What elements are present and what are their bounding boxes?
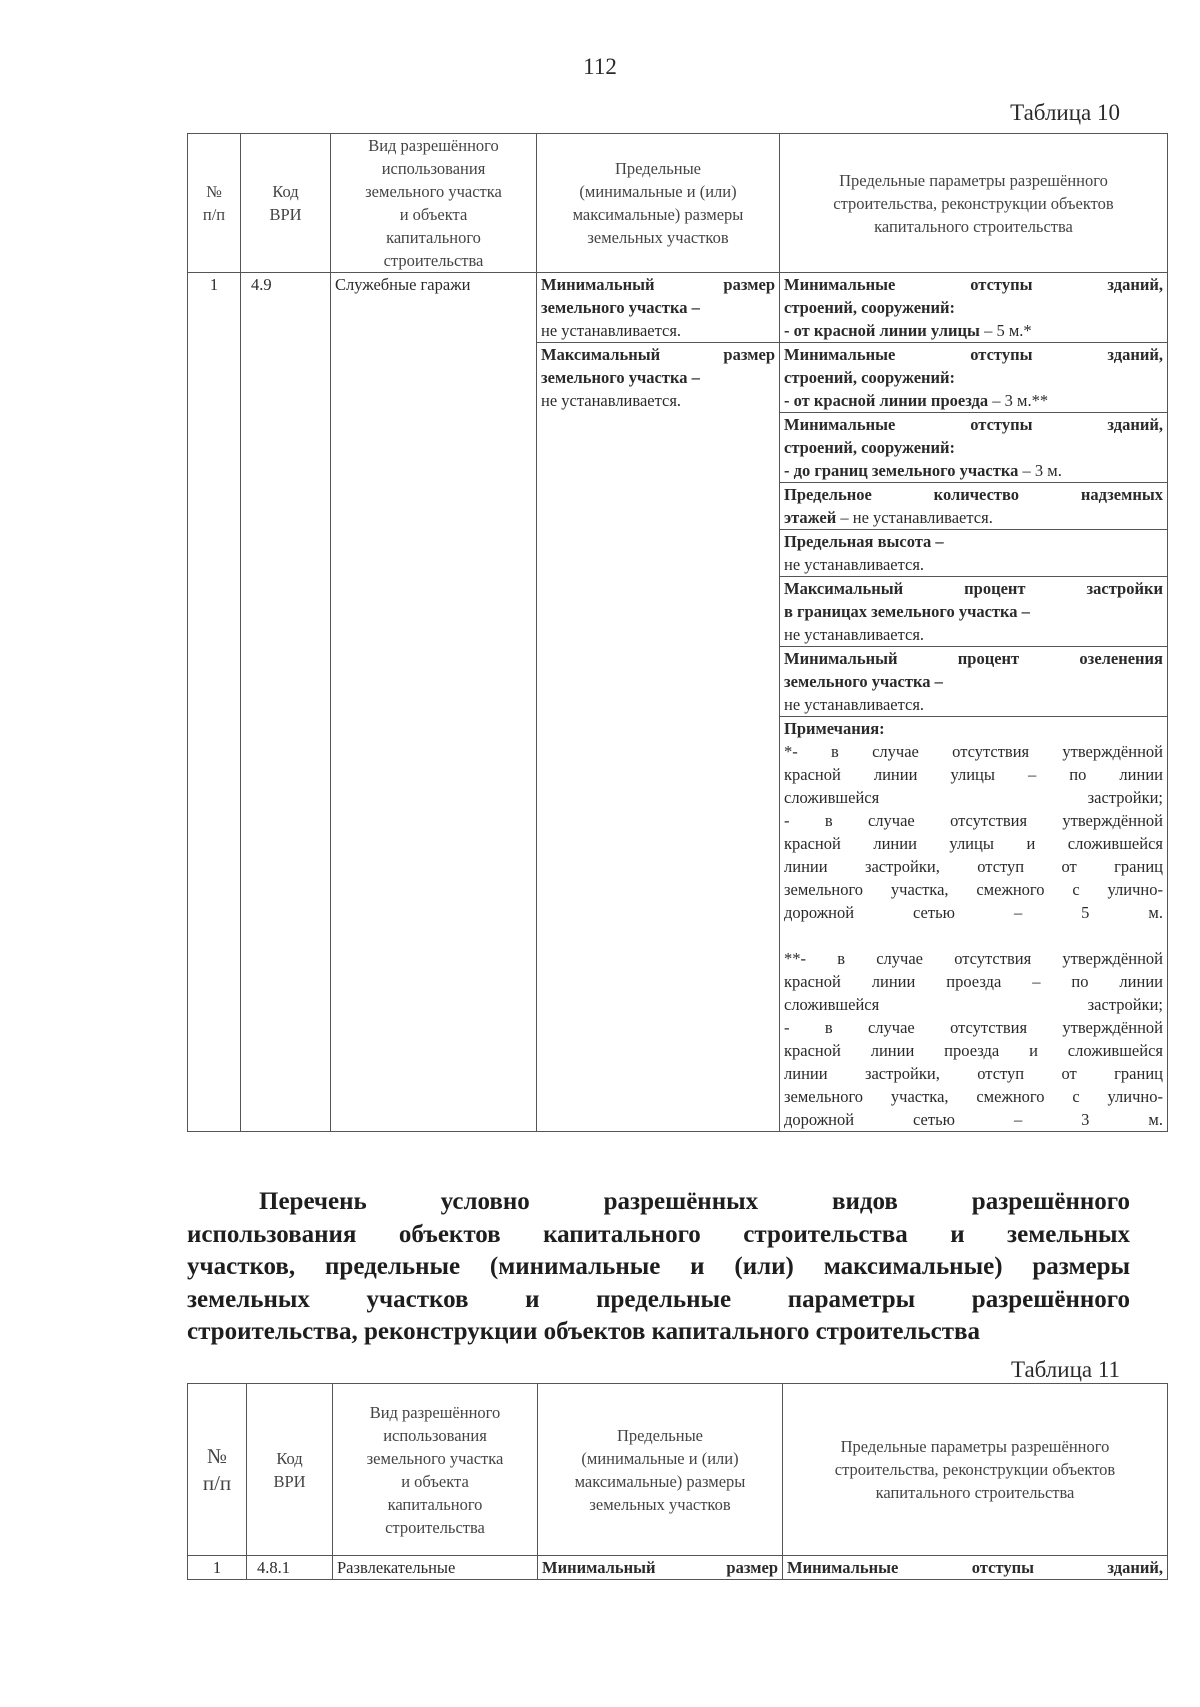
table-11-data-row bbox=[188, 1556, 1168, 1580]
param-greenery: Минимальный процент озеленения земельного участка – не устанавливается. bbox=[780, 647, 1168, 717]
section-heading: Перечень условно разрешённых видов разрешённого использования объектов капитального строительства и земельных участков, предельные (минимальные и (или) максимальные) размеры земельных участков и предельные параметры разрешённого строительства, реконструкции объектов капитального строительства bbox=[187, 1188, 1130, 1345]
row-kind: Служебные гаражи bbox=[331, 273, 537, 1132]
param-setback-driveway: Минимальные отступы зданий, строений, сооружений: - от красной линии проезда – 3 м.** bbox=[780, 343, 1168, 413]
row-code: 4.8.1 bbox=[247, 1556, 333, 1580]
header-sizes: Предельные (минимальные и (или) максимальные) размеры земельных участков bbox=[537, 134, 780, 273]
table-10-header-row bbox=[188, 134, 1168, 273]
table-11-caption: Таблица 11 bbox=[1010, 1357, 1120, 1382]
header-params: Предельные параметры разрешённого строительства, реконструкции объектов капитального строительства bbox=[780, 134, 1168, 273]
row-num: 1 bbox=[188, 1556, 247, 1580]
header-code: Код ВРИ bbox=[241, 134, 331, 273]
row-kind: Развлекательные bbox=[333, 1556, 538, 1580]
header-params: Предельные параметры разрешённого строительства, реконструкции объектов капитального строительства bbox=[783, 1384, 1168, 1556]
size-max: Максимальный размер земельного участка – не устанавливается. bbox=[537, 343, 780, 1132]
header-sizes: Предельные (минимальные и (или) максимальные) размеры земельных участков bbox=[538, 1384, 783, 1556]
table-10-data-row bbox=[188, 273, 1168, 343]
param-setback-street: Минимальные отступы зданий, строений, сооружений: - от красной линии улицы – 5 м.* bbox=[780, 273, 1168, 343]
size-min: Минимальный размер bbox=[538, 1556, 783, 1580]
param-coverage: Максимальный процент застройки в границах земельного участка – не устанавливается. bbox=[780, 577, 1168, 647]
table-11-header-row bbox=[188, 1384, 1168, 1556]
table-10-caption: Таблица 10 bbox=[1010, 100, 1120, 125]
header-num: № п/п bbox=[188, 1384, 247, 1556]
row-code: 4.9 bbox=[241, 273, 331, 1132]
param-setback-plot: Минимальные отступы зданий, строений, сооружений: - до границ земельного участка – 3 м. bbox=[780, 413, 1168, 483]
table-10 bbox=[187, 133, 1168, 1132]
param-setback: Минимальные отступы зданий, bbox=[783, 1556, 1168, 1580]
row-num: 1 bbox=[188, 273, 241, 1132]
table-11 bbox=[187, 1383, 1168, 1580]
param-height: Предельная высота – не устанавливается. bbox=[780, 530, 1168, 577]
header-code: Код ВРИ bbox=[247, 1384, 333, 1556]
header-kind: Вид разрешённого использования земельного участка и объекта капитального строительства bbox=[333, 1384, 538, 1556]
header-kind: Вид разрешённого использования земельного участка и объекта капитального строительства bbox=[331, 134, 537, 273]
page-number: 112 bbox=[583, 54, 617, 79]
header-num: № п/п bbox=[188, 134, 241, 273]
size-min: Минимальный размер земельного участка – не устанавливается. bbox=[537, 273, 780, 343]
param-floors: Предельное количество надземных этажей – не устанавливается. bbox=[780, 483, 1168, 530]
notes-title: Примечания: bbox=[784, 719, 885, 738]
param-notes: Примечания: *- в случае отсутствия утверждённой красной линии улицы – по линии сложившейся застройки; - в случае отсутствия утверждённой красной линии улицы и сложившейся линии застройки, отступ от границ земельного участка, смежного с улично- дорожной сетью – 5 м. **- в случае отсутствия утверждённой красной линии проезда – по линии сложившейся застройки; - в случае отсутствия утверждённой красной линии проезда и сложившейся линии застройки, отступ от границ земельного участка, смежного с улично- дорожной сетью – 3 м. bbox=[780, 717, 1168, 1132]
